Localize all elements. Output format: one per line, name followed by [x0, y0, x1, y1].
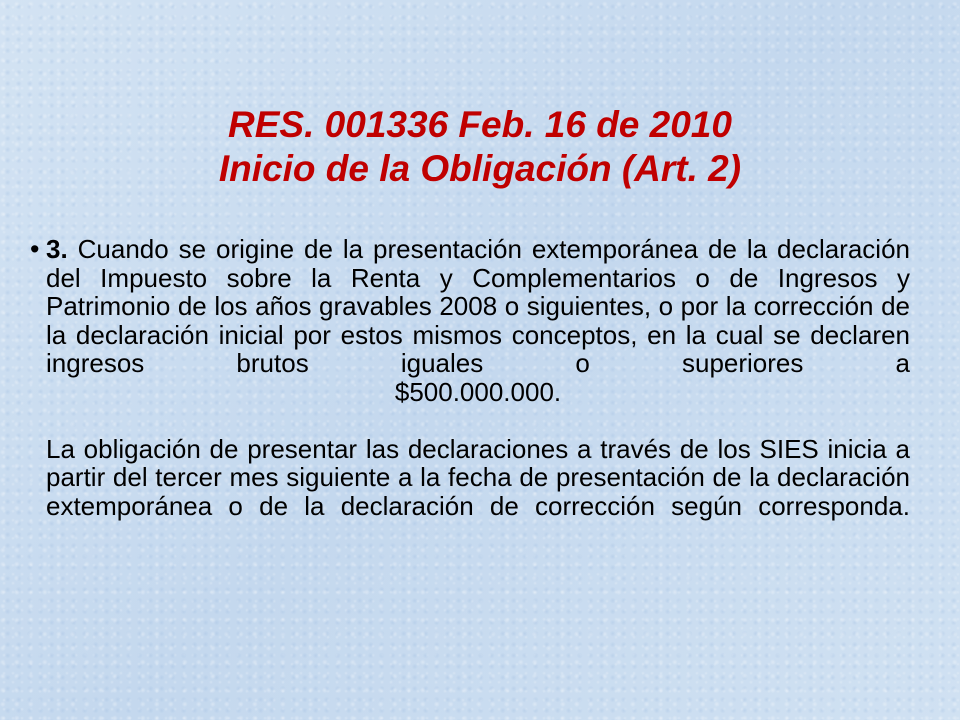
slide-title — [0, 103, 960, 191]
condition-text: Cuando se origine de la presentación extemporánea de la declaración del Impuesto sobre la Renta y Complementarios o de Ingresos y Patrimonio de los años gravables 2008 o siguientes, o por la corrección de la declaración inicial por estos mismos conceptos, en la cual se declaren ingresos brutos iguales o superiores a — [46, 234, 910, 378]
title-line-1: RES. 001336 Feb. 16 de 2010 — [228, 104, 732, 145]
bullet-marker: • — [30, 234, 40, 264]
bullet-body — [46, 235, 910, 520]
title-line-2: Inicio de la Obligación (Art. 2) — [218, 148, 742, 189]
amount-threshold: $500.000.000. — [394, 376, 562, 407]
condition-paragraph — [46, 235, 910, 378]
obligation-paragraph: La obligación de presentar las declaraciones a través de los SIES inicia a partir del tercer mes siguiente a la fecha de presentación de la declaración extemporánea o de la declaración de corrección según corresponda. — [46, 433, 910, 521]
paragraph-spacer — [46, 406, 910, 435]
item-number: 3. — [46, 234, 68, 264]
bullet-item — [30, 235, 910, 520]
